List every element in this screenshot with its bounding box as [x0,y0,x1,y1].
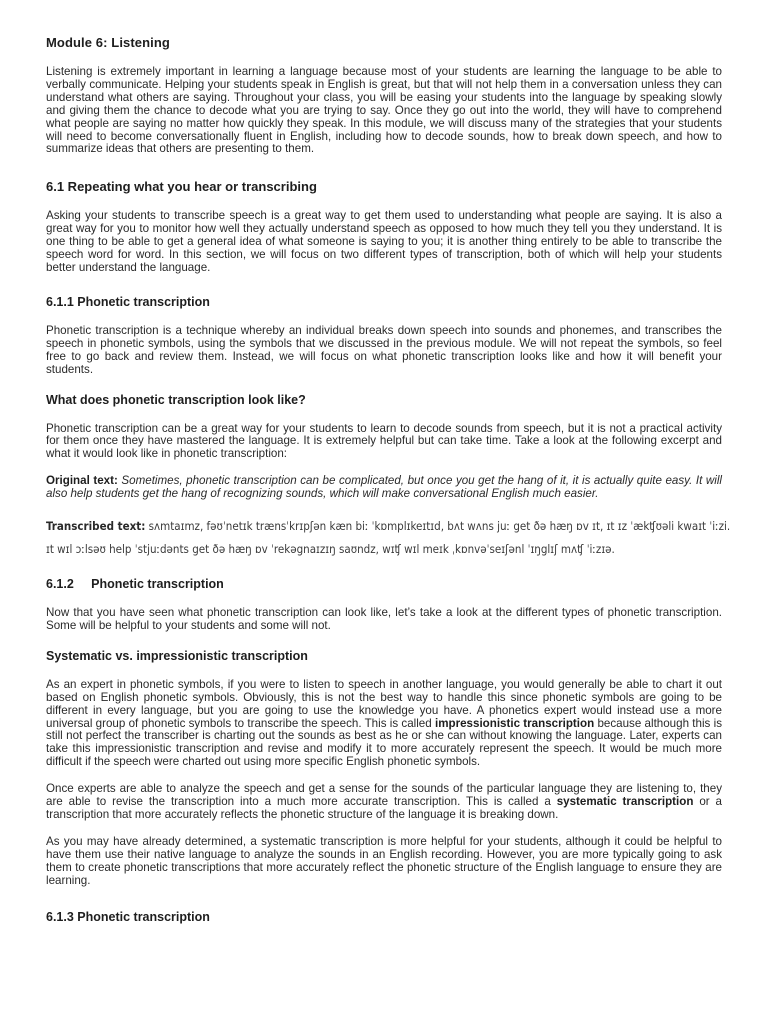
section-6-1-2-heading: 6.1.2 Phonetic transcription [46,577,224,592]
document-page [46,34,731,940]
systematic-paragraph [46,783,722,822]
module-intro-paragraph: Listening is extremely important in learning a language because most of your students are learning the language to be able to verbally communicate. Helping your students speak in English is great, but that will not help them in a conversation unless they can understand what others are saying. Throughout your class, you will be easing your students into the language by speaking slowly and giving them the chance to decode what you are trying to say. Once they go out into the world, they will have to comprehend what people are saying no matter how quickly they speak. In this module, we will discuss many of the strategies that your students will need to become conversationally fluent in English, including how to decode sounds, how to break down speech, and how to summarize ideas that others are presenting to them. [46,65,722,156]
section-6-1-3-heading: 6.1.3 Phonetic transcription [46,909,210,924]
transcribed-line-2 [46,538,722,561]
transcribed-text-line-1: sʌmtaɪmz, fəʊˈnetɪk trænsˈkrɪpʃən kæn biː ˈkɒmplɪkeɪtɪd, bʌt wʌns juː get ðə hæŋ ɒv ɪt, ɪt ɪz ˈækʧʊəli kwaɪt ˈiːzi. [148,519,731,534]
question-paragraph: Phonetic transcription can be a great way for your students to learn to decode sounds from speech, but it is not a practical activity for them once they have mastered the language. It is extremely helpful but can take time. Take a look at the following excerpt and what it would look like in phonetic transcription: [46,421,722,461]
systematic-text-before: Once experts are able to analyze the speech and get a sense for the sounds of the particular language they are listening to, they are able to revise the transcription into a much more accurate transcription. This is called a [46,782,722,809]
transcribed-line-1 [46,515,731,538]
impressionistic-text-before: As an expert in phonetic symbols, if you were to listen to speech in another language, you would generally be able to chart it out based on English phonetic symbols. Obviously, this is not the best way to handle this since phonetic symbols are going to be different in every language, but you are going to use the knowledge you have. A phonetics expert would instead use a more universal group of phonetic symbols to transcribe the speech. This is called [46,677,722,730]
impressionistic-text-after: because although this is still not perfect the transcriber is charting out the sounds as best as he or she can without knowing the language. Later, experts can take this impressionistic transcription and revise and modify it to more accurately represent the speech. It would be much more difficult if the speech were charted out using more specific English phonetic symbols. [46,716,722,769]
section-6-1-2-paragraph: Now that you have seen what phonetic transcription can look like, let’s take a look at the different types of phonetic transcription. Some will be helpful to your students and some will not. [46,606,722,632]
conclusion-paragraph: As you may have already determined, a systematic transcription is more helpful for your students, although it could be helpful to have them use their native language to analyze the sounds in an English recording. However, you are more typically going to ask them to create phonetic transcriptions that more accurately reflect the phonetic structure of the English language to ensure they are learning. [46,834,722,887]
transcribed-text-label: Transcribed text: [46,519,146,534]
systematic-text-after: or a transcription that more accurately reflects the phonetic structure of the language it is breaking down. [46,795,723,821]
section-6-1-paragraph: Asking your students to transcribe speech is a great way to get them used to understanding what people are saying. It is also a great way for you to monitor how well they actually understand speech as opposed to how much they tell you they understand. It is one thing to be able to get a general idea of what someone is saying to you; it is another thing entirely to be able to transcribe the speech word for word. In this section, we will focus on two different types of transcription, both of which will help your students better understand the language. [46,209,722,274]
section-6-1-1-heading: 6.1.1 Phonetic transcription [46,294,210,309]
systematic-term: systematic transcription [556,795,694,809]
transcribed-text-line-2: ɪt wɪl ɔːlsəʊ help ˈstjuːdənts get ðə hæŋ ɒv ˈrekəgnaɪzɪŋ saʊndz, wɪʧ wɪl meɪk ˌkɒnvəˈseɪʃənl ˈɪŋglɪʃ mʌʧ ˈiːzɪə. [46,542,615,557]
impressionistic-paragraph [46,679,722,769]
module-title: Module 6: Listening [46,35,170,50]
section-6-1-heading: 6.1 Repeating what you hear or transcribing [46,179,317,195]
original-text-paragraph [46,475,722,501]
original-text-content: Sometimes, phonetic transcription can be complicated, but once you get the hang of it, it is actually quite easy. It will also help students get the hang of recognizing sounds, which will make conversational English much easier. [46,474,722,501]
systematic-vs-impressionistic-heading: Systematic vs. impressionistic transcription [46,648,308,663]
transcribed-text-block [46,515,731,561]
section-6-1-1-paragraph: Phonetic transcription is a technique whereby an individual breaks down speech into sounds and phonemes, and transcribes the speech in phonetic symbols, using the symbols that we discussed in the previous module. We will not repeat the symbols, so feel free to go back and review them. Instead, we will focus on what phonetic transcription looks like and how it will benefit your students. [46,323,722,376]
question-heading: What does phonetic transcription look like? [46,392,306,407]
original-text-label: Original text: [46,474,118,488]
impressionistic-term: impressionistic transcription [434,716,595,730]
